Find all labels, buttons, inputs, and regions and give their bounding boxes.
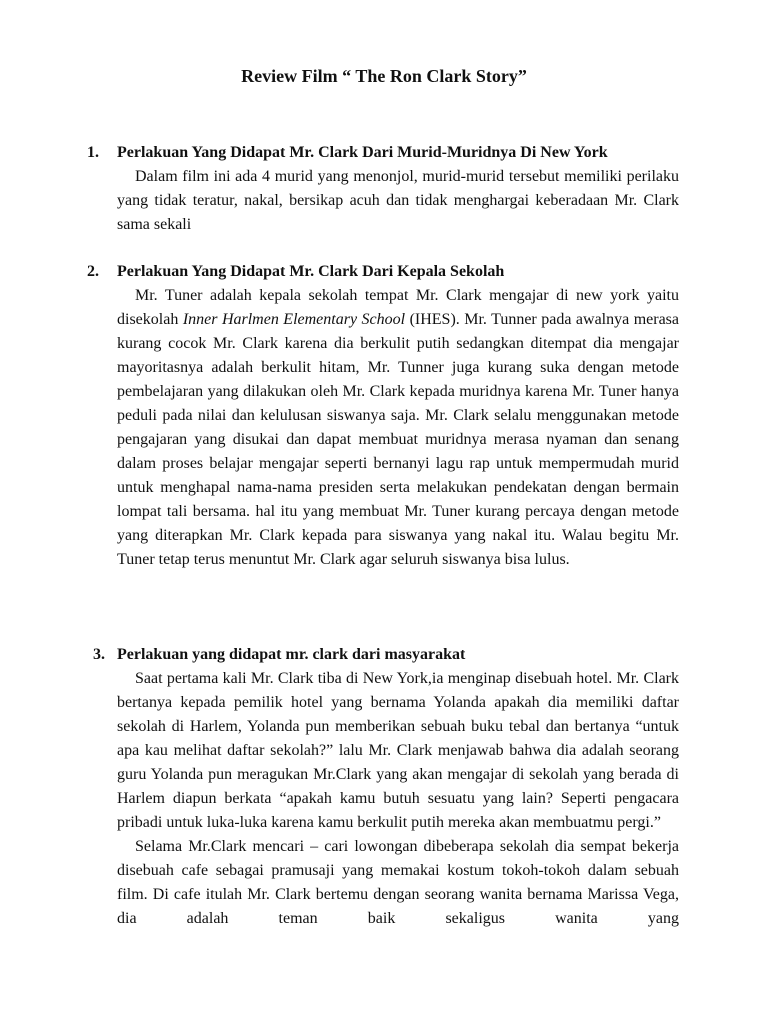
paragraph-text: (IHES). Mr. Tunner pada awalnya merasa kurang cocok Mr. Clark karena dia berkulit putih sedangkan ditempat dia mengajar mayoritasnya adalah berkulit hitam, Mr. Tunner juga kurang suka dengan metode pembelajaran yang dilakukan oleh Mr. Clark kepada muridnya karena Mr. Tuner hanya peduli pada nilai dan kelulusan siswanya saja. Mr. Clark selalu menggunakan metode pengajaran yang disukai dan dapat membuat muridnya merasa nyaman dan senang dalam proses belajar mengajar seperti bernanyi lagu rap untuk mempermudah murid untuk menghapal nama-nama presiden serta melakukan pendekatan dengan bermain lompat tali bersama. hal itu yang membuat Mr. Tuner kurang percaya dengan metode yang diterapkan Mr. Clark kepada para siswanya yang nakal itu. Walau begitu Mr. Tuner tetap terus menuntut Mr. Clark agar seluruh siswanya bisa lulus. [117, 311, 680, 568]
section-number: 2. [87, 263, 99, 280]
section-heading [87, 260, 679, 284]
section-heading [87, 643, 679, 667]
section-3 [87, 643, 679, 931]
section-heading [87, 141, 679, 165]
document-title: Review Film “ The Ron Clark Story” [241, 66, 527, 86]
section-paragraph: Selama Mr.Clark mencari – cari lowongan dibeberapa sekolah dia sempat bekerja disebuah cafe sebagai pramusaji yang memakai kostum tokoh-tokoh dalam sebuah film. Di cafe itulah Mr. Clark bertemu dengan seorang wanita bernama Marissa Vega, dia adalah teman baik sekaligus wanita yang [117, 838, 679, 927]
section-1 [87, 141, 679, 237]
section-heading-text: Perlakuan Yang Didapat Mr. Clark Dari Kepala Sekolah [117, 263, 505, 280]
section-heading-text: Perlakuan yang didapat mr. clark dari masyarakat [117, 646, 466, 663]
paragraph-text: Mr. Tuner adalah kepala sekolah tempat Mr. Clark mengajar di new york yaitu disekolah [117, 287, 679, 328]
section-number: 1. [87, 144, 99, 161]
school-name: Inner Harlmen Elementary School [182, 311, 406, 328]
section-paragraph: Dalam film ini ada 4 murid yang menonjol, murid-murid tersebut memiliki perilaku yang tidak teratur, nakal, bersikap acuh dan tidak menghargai keberadaan Mr. Clark sama sekali [117, 168, 679, 233]
section-2 [87, 260, 679, 572]
section-paragraph [87, 284, 679, 572]
section-number: 3. [93, 646, 105, 663]
section-paragraph: Saat pertama kali Mr. Clark tiba di New York,ia menginap disebuah hotel. Mr. Clark bertanya kepada pemilik hotel yang bernama Yolanda apakah dia memiliki daftar sekolah di Harlem, Yolanda pun memberikan sebuah buku tebal dan bertanya “untuk apa kau melihat daftar sekolah?” lalu Mr. Clark menjawab bahwa dia adalah seorang guru Yolanda pun meragukan Mr.Clark yang akan mengajar di sekolah yang berada di Harlem diapun berkata “apakah kamu butuh sesuatu yang lain? Seperti pengacara pribadi untuk luka-luka karena kamu berkulit putih mereka akan membuatmu pergi.” [117, 670, 679, 831]
section-heading-text: Perlakuan Yang Didapat Mr. Clark Dari Murid-Muridnya Di New York [117, 144, 608, 161]
